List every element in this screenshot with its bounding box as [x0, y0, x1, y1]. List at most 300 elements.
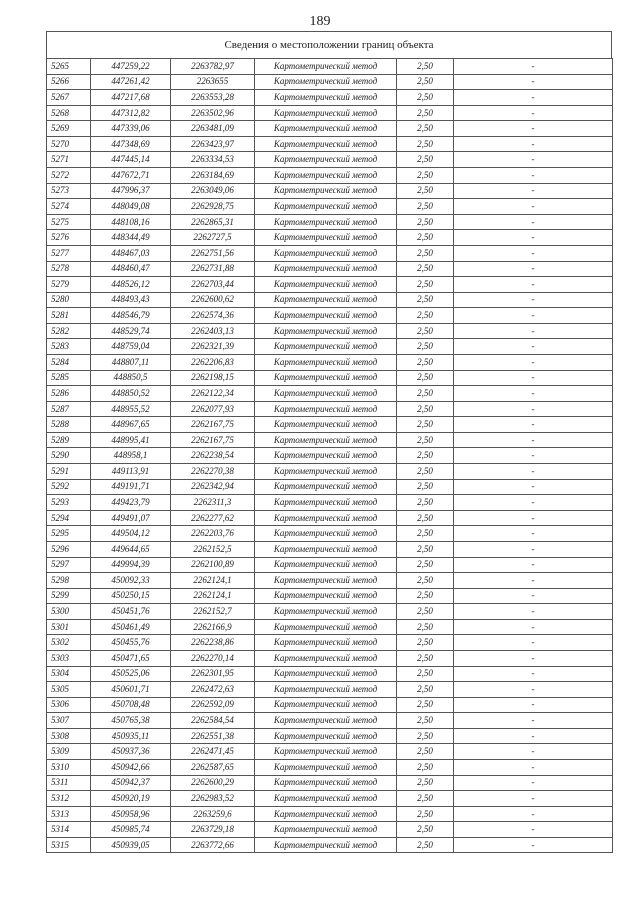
accuracy-cell: 2,50	[397, 105, 454, 121]
description-cell: -	[454, 183, 613, 199]
description-cell: -	[454, 760, 613, 776]
x-coordinate-cell: 448108,16	[91, 214, 171, 230]
point-number-cell: 5294	[47, 510, 91, 526]
point-number-cell: 5287	[47, 401, 91, 417]
accuracy-cell: 2,50	[397, 541, 454, 557]
accuracy-cell: 2,50	[397, 59, 454, 75]
point-number-cell: 5290	[47, 448, 91, 464]
y-coordinate-cell: 2262600,29	[171, 775, 255, 791]
table-row	[47, 650, 613, 666]
table-row	[47, 354, 613, 370]
description-cell: -	[454, 308, 613, 324]
method-cell: Картометрический метод	[255, 682, 397, 698]
y-coordinate-cell: 2262551,38	[171, 728, 255, 744]
point-number-cell: 5273	[47, 183, 91, 199]
method-cell: Картометрический метод	[255, 510, 397, 526]
accuracy-cell: 2,50	[397, 713, 454, 729]
point-number-cell: 5299	[47, 588, 91, 604]
point-number-cell: 5277	[47, 245, 91, 261]
table-row	[47, 183, 613, 199]
description-cell: -	[454, 650, 613, 666]
description-cell: -	[454, 697, 613, 713]
description-cell: -	[454, 557, 613, 573]
description-cell: -	[454, 214, 613, 230]
point-number-cell: 5307	[47, 713, 91, 729]
method-cell: Картометрический метод	[255, 183, 397, 199]
x-coordinate-cell: 450958,96	[91, 806, 171, 822]
method-cell: Картометрический метод	[255, 713, 397, 729]
table-row	[47, 760, 613, 776]
accuracy-cell: 2,50	[397, 728, 454, 744]
method-cell: Картометрический метод	[255, 837, 397, 853]
accuracy-cell: 2,50	[397, 230, 454, 246]
x-coordinate-cell: 448493,43	[91, 292, 171, 308]
accuracy-cell: 2,50	[397, 604, 454, 620]
x-coordinate-cell: 447445,14	[91, 152, 171, 168]
table-row	[47, 635, 613, 651]
accuracy-cell: 2,50	[397, 401, 454, 417]
table-row	[47, 199, 613, 215]
description-cell: -	[454, 292, 613, 308]
accuracy-cell: 2,50	[397, 121, 454, 137]
point-number-cell: 5288	[47, 417, 91, 433]
y-coordinate-cell: 2263782,97	[171, 59, 255, 75]
y-coordinate-cell: 2262124,1	[171, 573, 255, 589]
y-coordinate-cell: 2262587,65	[171, 760, 255, 776]
accuracy-cell: 2,50	[397, 635, 454, 651]
table-row	[47, 339, 613, 355]
accuracy-cell: 2,50	[397, 650, 454, 666]
accuracy-cell: 2,50	[397, 152, 454, 168]
table-row	[47, 619, 613, 635]
y-coordinate-cell: 2262600,62	[171, 292, 255, 308]
y-coordinate-cell: 2262270,14	[171, 650, 255, 666]
accuracy-cell: 2,50	[397, 464, 454, 480]
y-coordinate-cell: 2262865,31	[171, 214, 255, 230]
accuracy-cell: 2,50	[397, 90, 454, 106]
point-number-cell: 5289	[47, 432, 91, 448]
x-coordinate-cell: 448955,52	[91, 401, 171, 417]
table-row	[47, 588, 613, 604]
point-number-cell: 5297	[47, 557, 91, 573]
point-number-cell: 5315	[47, 837, 91, 853]
y-coordinate-cell: 2262077,93	[171, 401, 255, 417]
x-coordinate-cell: 448958,1	[91, 448, 171, 464]
description-cell: -	[454, 432, 613, 448]
accuracy-cell: 2,50	[397, 432, 454, 448]
point-number-cell: 5282	[47, 323, 91, 339]
x-coordinate-cell: 449994,39	[91, 557, 171, 573]
method-cell: Картометрический метод	[255, 697, 397, 713]
method-cell: Картометрический метод	[255, 59, 397, 75]
table-row	[47, 728, 613, 744]
method-cell: Картометрический метод	[255, 806, 397, 822]
accuracy-cell: 2,50	[397, 261, 454, 277]
table-row	[47, 791, 613, 807]
table-row	[47, 744, 613, 760]
description-cell: -	[454, 495, 613, 511]
table-row	[47, 308, 613, 324]
point-number-cell: 5281	[47, 308, 91, 324]
x-coordinate-cell: 448529,74	[91, 323, 171, 339]
y-coordinate-cell: 2263481,09	[171, 121, 255, 137]
x-coordinate-cell: 447672,71	[91, 168, 171, 184]
table-row	[47, 323, 613, 339]
accuracy-cell: 2,50	[397, 697, 454, 713]
accuracy-cell: 2,50	[397, 495, 454, 511]
table-row	[47, 432, 613, 448]
description-cell: -	[454, 713, 613, 729]
x-coordinate-cell: 450942,66	[91, 760, 171, 776]
accuracy-cell: 2,50	[397, 370, 454, 386]
y-coordinate-cell: 2262277,62	[171, 510, 255, 526]
method-cell: Картометрический метод	[255, 650, 397, 666]
accuracy-cell: 2,50	[397, 354, 454, 370]
x-coordinate-cell: 450250,15	[91, 588, 171, 604]
method-cell: Картометрический метод	[255, 323, 397, 339]
y-coordinate-cell: 2262751,56	[171, 245, 255, 261]
y-coordinate-cell: 2262238,86	[171, 635, 255, 651]
point-number-cell: 5300	[47, 604, 91, 620]
description-cell: -	[454, 168, 613, 184]
point-number-cell: 5279	[47, 277, 91, 293]
x-coordinate-cell: 448995,41	[91, 432, 171, 448]
x-coordinate-cell: 450601,71	[91, 682, 171, 698]
description-cell: -	[454, 573, 613, 589]
table-row	[47, 604, 613, 620]
description-cell: -	[454, 588, 613, 604]
y-coordinate-cell: 2262727,5	[171, 230, 255, 246]
description-cell: -	[454, 666, 613, 682]
point-number-cell: 5296	[47, 541, 91, 557]
point-number-cell: 5312	[47, 791, 91, 807]
y-coordinate-cell: 2262983,52	[171, 791, 255, 807]
x-coordinate-cell: 449491,07	[91, 510, 171, 526]
description-cell: -	[454, 323, 613, 339]
x-coordinate-cell: 447348,69	[91, 136, 171, 152]
description-cell: -	[454, 245, 613, 261]
accuracy-cell: 2,50	[397, 760, 454, 776]
method-cell: Картометрический метод	[255, 775, 397, 791]
table-row	[47, 464, 613, 480]
x-coordinate-cell: 447339,06	[91, 121, 171, 137]
x-coordinate-cell: 449191,71	[91, 479, 171, 495]
point-number-cell: 5314	[47, 822, 91, 838]
y-coordinate-cell: 2262100,89	[171, 557, 255, 573]
method-cell: Картометрический метод	[255, 74, 397, 90]
accuracy-cell: 2,50	[397, 479, 454, 495]
y-coordinate-cell: 2263259,6	[171, 806, 255, 822]
y-coordinate-cell: 2263655	[171, 74, 255, 90]
y-coordinate-cell: 2263423,97	[171, 136, 255, 152]
method-cell: Картометрический метод	[255, 354, 397, 370]
method-cell: Картометрический метод	[255, 152, 397, 168]
y-coordinate-cell: 2262152,7	[171, 604, 255, 620]
x-coordinate-cell: 450939,05	[91, 837, 171, 853]
method-cell: Картометрический метод	[255, 90, 397, 106]
x-coordinate-cell: 450920,19	[91, 791, 171, 807]
x-coordinate-cell: 448467,03	[91, 245, 171, 261]
method-cell: Картометрический метод	[255, 136, 397, 152]
y-coordinate-cell: 2263502,96	[171, 105, 255, 121]
method-cell: Картометрический метод	[255, 121, 397, 137]
point-number-cell: 5310	[47, 760, 91, 776]
table-row	[47, 277, 613, 293]
accuracy-cell: 2,50	[397, 448, 454, 464]
accuracy-cell: 2,50	[397, 682, 454, 698]
method-cell: Картометрический метод	[255, 370, 397, 386]
table-row	[47, 775, 613, 791]
table-row	[47, 121, 613, 137]
table-row	[47, 666, 613, 682]
page-number: 189	[309, 14, 331, 29]
accuracy-cell: 2,50	[397, 308, 454, 324]
description-cell: -	[454, 105, 613, 121]
y-coordinate-cell: 2262731,88	[171, 261, 255, 277]
point-number-cell: 5283	[47, 339, 91, 355]
point-number-cell: 5267	[47, 90, 91, 106]
y-coordinate-cell: 2262167,75	[171, 417, 255, 433]
x-coordinate-cell: 450765,38	[91, 713, 171, 729]
table-row	[47, 557, 613, 573]
accuracy-cell: 2,50	[397, 74, 454, 90]
method-cell: Картометрический метод	[255, 760, 397, 776]
y-coordinate-cell: 2262122,34	[171, 386, 255, 402]
x-coordinate-cell: 450985,74	[91, 822, 171, 838]
x-coordinate-cell: 448807,11	[91, 354, 171, 370]
point-number-cell: 5272	[47, 168, 91, 184]
method-cell: Картометрический метод	[255, 105, 397, 121]
point-number-cell: 5293	[47, 495, 91, 511]
method-cell: Картометрический метод	[255, 386, 397, 402]
accuracy-cell: 2,50	[397, 339, 454, 355]
description-cell: -	[454, 74, 613, 90]
method-cell: Картометрический метод	[255, 728, 397, 744]
y-coordinate-cell: 2262167,75	[171, 432, 255, 448]
table-row	[47, 261, 613, 277]
x-coordinate-cell: 448526,12	[91, 277, 171, 293]
method-cell: Картометрический метод	[255, 744, 397, 760]
y-coordinate-cell: 2262321,39	[171, 339, 255, 355]
x-coordinate-cell: 448850,5	[91, 370, 171, 386]
x-coordinate-cell: 449644,65	[91, 541, 171, 557]
point-number-cell: 5292	[47, 479, 91, 495]
x-coordinate-cell: 448850,52	[91, 386, 171, 402]
point-number-cell: 5291	[47, 464, 91, 480]
point-number-cell: 5305	[47, 682, 91, 698]
y-coordinate-cell: 2262270,38	[171, 464, 255, 480]
description-cell: -	[454, 635, 613, 651]
accuracy-cell: 2,50	[397, 183, 454, 199]
description-cell: -	[454, 728, 613, 744]
y-coordinate-cell: 2262203,76	[171, 526, 255, 542]
table-row	[47, 136, 613, 152]
point-number-cell: 5295	[47, 526, 91, 542]
description-cell: -	[454, 619, 613, 635]
method-cell: Картометрический метод	[255, 541, 397, 557]
method-cell: Картометрический метод	[255, 604, 397, 620]
method-cell: Картометрический метод	[255, 822, 397, 838]
accuracy-cell: 2,50	[397, 199, 454, 215]
table-row	[47, 245, 613, 261]
method-cell: Картометрический метод	[255, 261, 397, 277]
method-cell: Картометрический метод	[255, 619, 397, 635]
description-cell: -	[454, 791, 613, 807]
method-cell: Картометрический метод	[255, 432, 397, 448]
point-number-cell: 5280	[47, 292, 91, 308]
y-coordinate-cell: 2263184,69	[171, 168, 255, 184]
y-coordinate-cell: 2262928,75	[171, 199, 255, 215]
method-cell: Картометрический метод	[255, 588, 397, 604]
x-coordinate-cell: 448967,65	[91, 417, 171, 433]
point-number-cell: 5286	[47, 386, 91, 402]
point-number-cell: 5308	[47, 728, 91, 744]
y-coordinate-cell: 2262472,63	[171, 682, 255, 698]
description-cell: -	[454, 682, 613, 698]
point-number-cell: 5309	[47, 744, 91, 760]
description-cell: -	[454, 370, 613, 386]
description-cell: -	[454, 837, 613, 853]
description-cell: -	[454, 339, 613, 355]
y-coordinate-cell: 2263729,18	[171, 822, 255, 838]
x-coordinate-cell: 450937,36	[91, 744, 171, 760]
method-cell: Картометрический метод	[255, 791, 397, 807]
description-cell: -	[454, 199, 613, 215]
table-row	[47, 386, 613, 402]
point-number-cell: 5276	[47, 230, 91, 246]
x-coordinate-cell: 447996,37	[91, 183, 171, 199]
description-cell: -	[454, 277, 613, 293]
y-coordinate-cell: 2263772,66	[171, 837, 255, 853]
method-cell: Картометрический метод	[255, 479, 397, 495]
method-cell: Картометрический метод	[255, 339, 397, 355]
x-coordinate-cell: 450455,76	[91, 635, 171, 651]
accuracy-cell: 2,50	[397, 806, 454, 822]
point-number-cell: 5311	[47, 775, 91, 791]
y-coordinate-cell: 2262342,94	[171, 479, 255, 495]
description-cell: -	[454, 806, 613, 822]
y-coordinate-cell: 2262301,95	[171, 666, 255, 682]
method-cell: Картометрический метод	[255, 557, 397, 573]
accuracy-cell: 2,50	[397, 214, 454, 230]
accuracy-cell: 2,50	[397, 775, 454, 791]
y-coordinate-cell: 2262311,3	[171, 495, 255, 511]
point-number-cell: 5266	[47, 74, 91, 90]
description-cell: -	[454, 401, 613, 417]
description-cell: -	[454, 744, 613, 760]
method-cell: Картометрический метод	[255, 635, 397, 651]
description-cell: -	[454, 541, 613, 557]
point-number-cell: 5304	[47, 666, 91, 682]
description-cell: -	[454, 479, 613, 495]
x-coordinate-cell: 450471,65	[91, 650, 171, 666]
accuracy-cell: 2,50	[397, 323, 454, 339]
point-number-cell: 5269	[47, 121, 91, 137]
description-cell: -	[454, 510, 613, 526]
point-number-cell: 5313	[47, 806, 91, 822]
table-row	[47, 152, 613, 168]
x-coordinate-cell: 449504,12	[91, 526, 171, 542]
y-coordinate-cell: 2262584,54	[171, 713, 255, 729]
table-row	[47, 59, 613, 75]
x-coordinate-cell: 450525,06	[91, 666, 171, 682]
method-cell: Картометрический метод	[255, 666, 397, 682]
description-cell: -	[454, 775, 613, 791]
x-coordinate-cell: 450708,48	[91, 697, 171, 713]
method-cell: Картометрический метод	[255, 277, 397, 293]
x-coordinate-cell: 448759,04	[91, 339, 171, 355]
point-number-cell: 5270	[47, 136, 91, 152]
x-coordinate-cell: 450451,76	[91, 604, 171, 620]
method-cell: Картометрический метод	[255, 214, 397, 230]
accuracy-cell: 2,50	[397, 573, 454, 589]
x-coordinate-cell: 447261,42	[91, 74, 171, 90]
accuracy-cell: 2,50	[397, 557, 454, 573]
point-number-cell: 5303	[47, 650, 91, 666]
description-cell: -	[454, 822, 613, 838]
method-cell: Картометрический метод	[255, 230, 397, 246]
x-coordinate-cell: 447259,22	[91, 59, 171, 75]
method-cell: Картометрический метод	[255, 573, 397, 589]
x-coordinate-cell: 448049,08	[91, 199, 171, 215]
accuracy-cell: 2,50	[397, 136, 454, 152]
accuracy-cell: 2,50	[397, 168, 454, 184]
x-coordinate-cell: 449423,79	[91, 495, 171, 511]
accuracy-cell: 2,50	[397, 744, 454, 760]
table-row	[47, 806, 613, 822]
y-coordinate-cell: 2262198,15	[171, 370, 255, 386]
y-coordinate-cell: 2262403,13	[171, 323, 255, 339]
boundary-table-container	[46, 31, 612, 853]
table-row	[47, 541, 613, 557]
y-coordinate-cell: 2263553,28	[171, 90, 255, 106]
table-row	[47, 230, 613, 246]
table-row	[47, 495, 613, 511]
accuracy-cell: 2,50	[397, 822, 454, 838]
accuracy-cell: 2,50	[397, 417, 454, 433]
description-cell: -	[454, 152, 613, 168]
x-coordinate-cell: 448546,79	[91, 308, 171, 324]
table-row	[47, 479, 613, 495]
y-coordinate-cell: 2262166,9	[171, 619, 255, 635]
accuracy-cell: 2,50	[397, 837, 454, 853]
table-row	[47, 214, 613, 230]
x-coordinate-cell: 450461,49	[91, 619, 171, 635]
description-cell: -	[454, 90, 613, 106]
point-number-cell: 5278	[47, 261, 91, 277]
table-row	[47, 105, 613, 121]
table-row	[47, 448, 613, 464]
description-cell: -	[454, 464, 613, 480]
description-cell: -	[454, 121, 613, 137]
point-number-cell: 5274	[47, 199, 91, 215]
table-row	[47, 168, 613, 184]
point-number-cell: 5302	[47, 635, 91, 651]
table-row	[47, 74, 613, 90]
table-row	[47, 510, 613, 526]
table-row	[47, 526, 613, 542]
accuracy-cell: 2,50	[397, 588, 454, 604]
y-coordinate-cell: 2262574,36	[171, 308, 255, 324]
point-number-cell: 5268	[47, 105, 91, 121]
x-coordinate-cell: 447217,68	[91, 90, 171, 106]
method-cell: Картометрический метод	[255, 199, 397, 215]
table-row	[47, 837, 613, 853]
y-coordinate-cell: 2262152,5	[171, 541, 255, 557]
x-coordinate-cell: 448460,47	[91, 261, 171, 277]
table-row	[47, 573, 613, 589]
y-coordinate-cell: 2263334,53	[171, 152, 255, 168]
